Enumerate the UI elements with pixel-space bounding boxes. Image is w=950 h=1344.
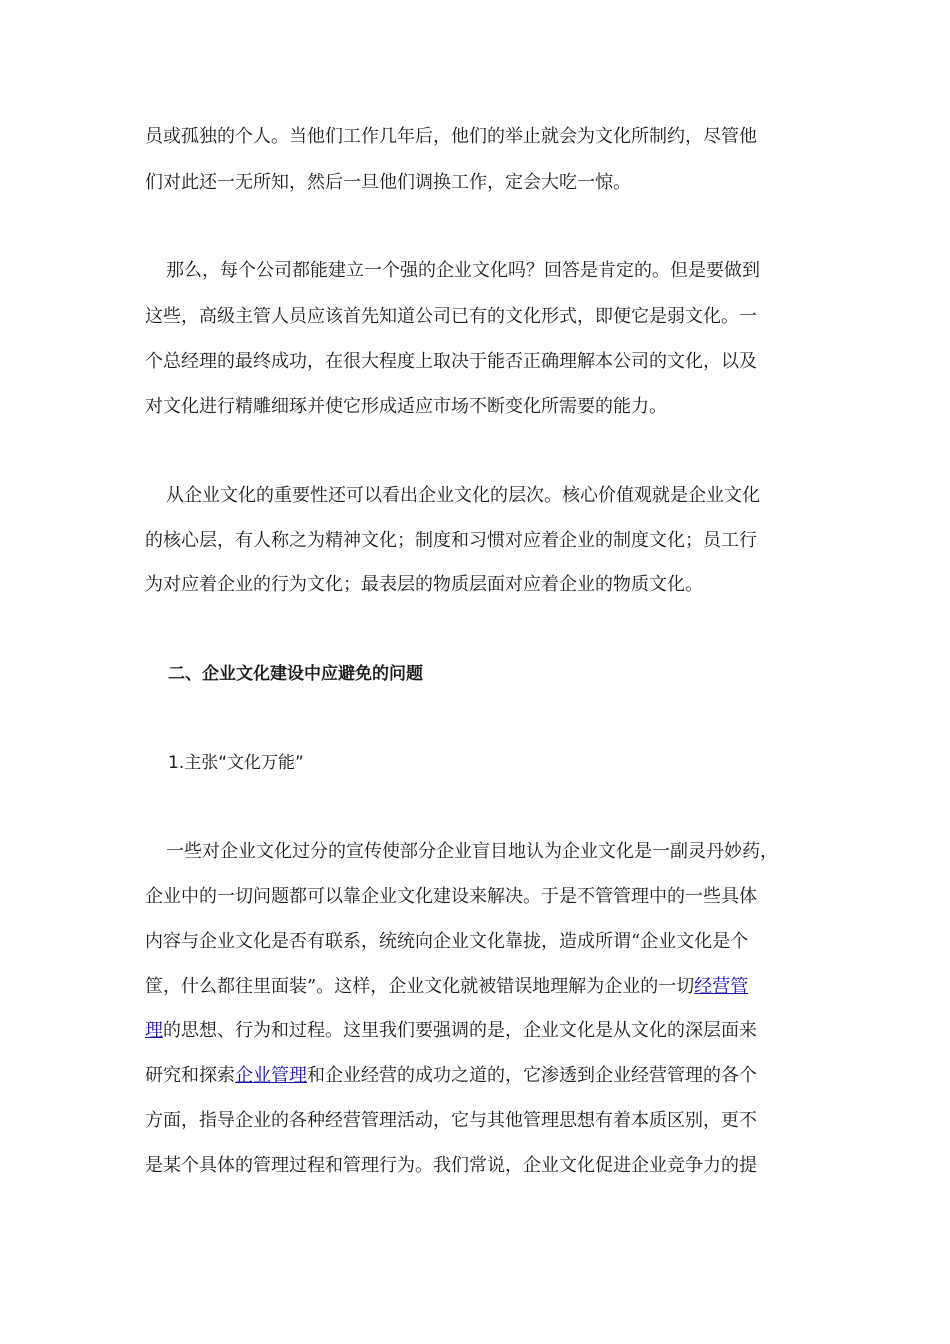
paragraph-4-line-6-text-a: 研究和探索 xyxy=(145,1065,235,1086)
paragraph-4-line-6 xyxy=(145,1064,815,1088)
section-heading: 二、企业文化建设中应避免的问题 xyxy=(168,664,423,684)
paragraph-3-line-2: 的核心层，有人称之为精神文化；制度和习惯对应着企业的制度文化；员工行 xyxy=(145,530,757,551)
business-management-link-part-1[interactable]: 经营管 xyxy=(694,976,749,997)
paragraph-4-line-7: 方面，指导企业的各种经营管理活动，它与其他管理思想有着本质区别，更不 xyxy=(145,1110,757,1131)
paragraph-4-line-4-text: 筐，什么都往里面装”。这样，企业文化就被错误地理解为企业的一切 xyxy=(145,976,695,997)
enterprise-management-link[interactable]: 企业管理 xyxy=(235,1065,307,1086)
paragraph-3-line-1: 从企业文化的重要性还可以看出企业文化的层次。核心价值观就是企业文化 xyxy=(166,485,760,506)
paragraph-1-line-1: 员或孤独的个人。当他们工作几年后，他们的举止就会为文化所制约，尽管他 xyxy=(145,126,757,147)
paragraph-3-line-3: 为对应着企业的行为文化；最表层的物质层面对应着企业的物质文化。 xyxy=(145,574,703,595)
paragraph-4-line-3: 内容与企业文化是否有联系，统统向企业文化靠拢，造成所谓“企业文化是个 xyxy=(145,931,749,952)
paragraph-4-line-5 xyxy=(145,1019,815,1043)
subsection-heading: 1.主张“文化万能” xyxy=(168,753,304,773)
business-management-link-part-2[interactable]: 理 xyxy=(145,1020,163,1041)
paragraph-4-line-2: 企业中的一切问题都可以靠企业文化建设来解决。于是不管管理中的一些具体 xyxy=(145,886,757,907)
paragraph-2-line-1: 那么，每个公司都能建立一个强的企业文化吗？回答是肯定的。但是要做到 xyxy=(166,260,760,281)
paragraph-4-line-8: 是某个具体的管理过程和管理行为。我们常说，企业文化促进企业竞争力的提 xyxy=(145,1155,757,1176)
paragraph-2-line-4: 对文化进行精雕细琢并使它形成适应市场不断变化所需要的能力。 xyxy=(145,396,667,417)
paragraph-4-line-5-text: 的思想、行为和过程。这里我们要强调的是，企业文化是从文化的深层面来 xyxy=(163,1020,757,1041)
paragraph-4-line-1: 一些对企业文化过分的宣传使部分企业盲目地认为企业文化是一副灵丹妙药， xyxy=(166,841,778,862)
paragraph-4-line-4 xyxy=(145,975,815,999)
paragraph-2-line-2: 这些，高级主管人员应该首先知道公司已有的文化形式，即便它是弱文化。一 xyxy=(145,306,757,327)
paragraph-2-line-3: 个总经理的最终成功，在很大程度上取决于能否正确理解本公司的文化，以及 xyxy=(145,351,757,372)
paragraph-1-line-2: 们对此还一无所知，然后一旦他们调换工作，定会大吃一惊。 xyxy=(145,172,631,193)
paragraph-4-line-6-text-b: 和企业经营的成功之道的，它渗透到企业经营管理的各个 xyxy=(307,1065,757,1086)
